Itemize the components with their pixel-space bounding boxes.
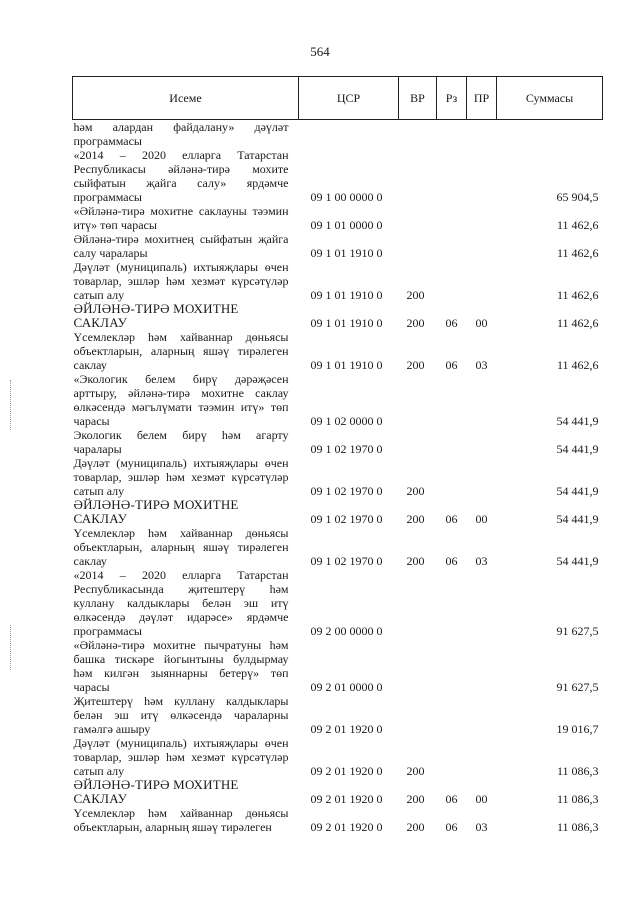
table-row [73,204,603,232]
cell-rz: 06 [445,820,458,834]
cell-sum: 54 441,9 [556,512,599,526]
cell-name: «Әйләнә-тирә мохитне пычратуны һәм башка тискәре йогынтыны булдырмау һәм килгән зыяннарны бетерү» төп чарасы [73,638,289,694]
cell-vr [399,694,437,736]
cell-vr: 200 [406,484,425,498]
table-row [73,456,603,498]
cell-rz: 06 [445,554,458,568]
cell-pr: 03 [475,554,488,568]
cell-pr: 00 [475,512,488,526]
cell-sum: 65 904,5 [556,190,599,204]
cell-csr: 09 2 01 0000 0 [310,680,383,694]
table-row [73,428,603,456]
cell-vr [399,232,437,260]
cell-csr: 09 1 01 1910 0 [310,288,383,302]
cell-vr: 200 [406,358,425,372]
cell-csr: 09 1 02 0000 0 [310,414,383,428]
cell-pr [467,638,497,694]
table-body [73,120,603,835]
cell-csr [299,120,399,149]
table-row [73,568,603,638]
column-header-vr: ВР [399,77,437,120]
cell-csr: 09 1 01 1910 0 [310,358,383,372]
cell-rz [437,428,467,456]
cell-csr: 09 2 01 1920 0 [310,820,383,834]
cell-pr: 03 [475,358,488,372]
cell-sum: 91 627,5 [556,680,599,694]
cell-csr: 09 1 01 1910 0 [310,246,383,260]
cell-pr [467,372,497,428]
cell-sum: 54 441,9 [556,484,599,498]
cell-sum: 54 441,9 [556,442,599,456]
cell-sum: 11 462,6 [556,316,599,330]
table-row [73,232,603,260]
table-row [73,148,603,204]
cell-csr: 09 2 01 1920 0 [310,792,383,806]
cell-vr [399,148,437,204]
cell-pr [467,694,497,736]
cell-sum: 11 462,6 [556,288,599,302]
cell-csr: 09 2 01 1920 0 [310,764,383,778]
cell-csr: 09 1 02 1970 0 [310,442,383,456]
table-row [73,120,603,149]
cell-name: Үсемлекләр һәм хайваннар дөньясы объектларын, аларның яшәү тирәлеген [73,806,289,834]
column-header-sum: Суммасы [497,77,603,120]
cell-csr: 09 1 02 1970 0 [310,554,383,568]
cell-sum: 11 462,6 [556,358,599,372]
column-header-csr: ЦСР [299,77,399,120]
table-row [73,372,603,428]
cell-rz: 06 [445,358,458,372]
table-row-section [73,778,603,806]
cell-sum: 19 016,7 [556,722,599,736]
cell-vr: 200 [406,792,425,806]
cell-pr [467,260,497,302]
scan-margin-mark [10,625,12,670]
cell-vr: 200 [406,316,425,330]
cell-pr [467,736,497,778]
cell-vr [399,204,437,232]
cell-name: Дәүләт (муниципаль) ихтыяҗлары өчен товарлар, эшләр һәм хезмәт күрсәтүләр сатып алу [73,260,289,302]
cell-pr [467,456,497,498]
cell-pr: 03 [475,820,488,834]
cell-rz [437,456,467,498]
cell-pr: 00 [475,316,488,330]
cell-sum: 11 086,3 [556,792,599,806]
cell-vr: 200 [406,512,425,526]
cell-rz [437,260,467,302]
cell-name: ӘЙЛӘНӘ-ТИРӘ МОХИТНЕ САКЛАУ [73,301,239,330]
cell-rz: 06 [445,316,458,330]
cell-vr [399,568,437,638]
table-row [73,694,603,736]
cell-vr [399,428,437,456]
cell-name: Җитештерү һәм куллану калдыклары белән эш итү өлкәсендә чараларны гамәлгә ашыру [73,694,289,736]
cell-rz [437,204,467,232]
table-row-section [73,302,603,330]
column-header-rz: Рз [437,77,467,120]
cell-name: ӘЙЛӘНӘ-ТИРӘ МОХИТНЕ САКЛАУ [73,497,239,526]
cell-vr: 200 [406,820,425,834]
cell-name: Әйләнә-тирә мохитнең сыйфатын җайга салу чаралары [73,232,289,260]
cell-csr: 09 2 00 0000 0 [310,624,383,638]
cell-sum: 11 462,6 [556,246,599,260]
cell-csr: 09 1 02 1970 0 [310,512,383,526]
cell-csr: 09 1 02 1970 0 [310,484,383,498]
cell-name: «Әйләнә-тирә мохитне саклауны тәэмин итү» төп чарасы [73,204,289,232]
column-header-pr: ПР [467,77,497,120]
cell-pr: 00 [475,792,488,806]
table-row [73,330,603,372]
cell-vr [399,372,437,428]
cell-name: Үсемлекләр һәм хайваннар дөньясы объектларын, аларның яшәү тирәлеген саклау [73,330,289,372]
cell-sum: 54 441,9 [556,554,599,568]
cell-name: Дәүләт (муниципаль) ихтыяҗлары өчен товарлар, эшләр һәм хезмәт күрсәтүләр сатып алу [73,456,289,498]
cell-name: һәм алардан файдалану» дәүләт программасы [73,120,289,148]
cell-rz [437,232,467,260]
cell-vr: 200 [406,288,425,302]
cell-name: «2014 – 2020 елларга Татарстан Республикасы әйләнә-тирә мохите сыйфатын җайга салу» ярдәмче программасы [73,148,289,204]
cell-csr: 09 1 01 1910 0 [310,316,383,330]
cell-csr: 09 1 00 0000 0 [310,190,383,204]
cell-sum [497,120,603,149]
cell-vr [399,638,437,694]
cell-pr [467,428,497,456]
cell-pr [467,232,497,260]
scan-margin-mark [10,380,12,430]
column-header-name: Исеме [73,77,299,120]
cell-rz [437,736,467,778]
table-row [73,526,603,568]
cell-rz [437,638,467,694]
cell-pr [467,120,497,149]
cell-pr [467,204,497,232]
cell-name: «Экологик белем бирү дәрәҗәсен арттыру, әйләнә-тирә мохитне саклау өлкәсендә мәгълүмати тәэмин итү» төп чарасы [73,372,289,428]
cell-rz [437,120,467,149]
cell-pr [467,568,497,638]
cell-name: Үсемлекләр һәм хайваннар дөньясы объектларын, аларның яшәү тирәлеген саклау [73,526,289,568]
cell-vr: 200 [406,764,425,778]
cell-rz [437,694,467,736]
cell-pr [467,148,497,204]
table-row-section [73,498,603,526]
cell-name: ӘЙЛӘНӘ-ТИРӘ МОХИТНЕ САКЛАУ [73,777,239,806]
cell-rz [437,568,467,638]
cell-sum: 11 086,3 [556,820,599,834]
cell-sum: 11 462,6 [556,218,599,232]
cell-rz [437,148,467,204]
budget-table [72,76,603,834]
page-number: 564 [310,44,330,59]
cell-vr: 200 [406,554,425,568]
cell-sum: 91 627,5 [556,624,599,638]
table-row [73,260,603,302]
table-row [73,736,603,778]
cell-sum: 54 441,9 [556,414,599,428]
cell-csr: 09 1 01 0000 0 [310,218,383,232]
table-row [73,806,603,834]
cell-vr [399,120,437,149]
table-header-row [73,77,603,120]
cell-csr: 09 2 01 1920 0 [310,722,383,736]
cell-sum: 11 086,3 [556,764,599,778]
cell-rz: 06 [445,792,458,806]
cell-rz [437,372,467,428]
cell-rz: 06 [445,512,458,526]
cell-name: Экологик белем бирү һәм агарту чаралары [73,428,289,456]
cell-name: Дәүләт (муниципаль) ихтыяҗлары өчен товарлар, эшләр һәм хезмәт күрсәтүләр сатып алу [73,736,289,778]
cell-name: «2014 – 2020 елларга Татарстан Республикасында җитештерү һәм куллану калдыклары белән эш итү өлкәсендә дәүләт идарәсе» ярдәмче программасы [73,568,289,638]
table-row [73,638,603,694]
